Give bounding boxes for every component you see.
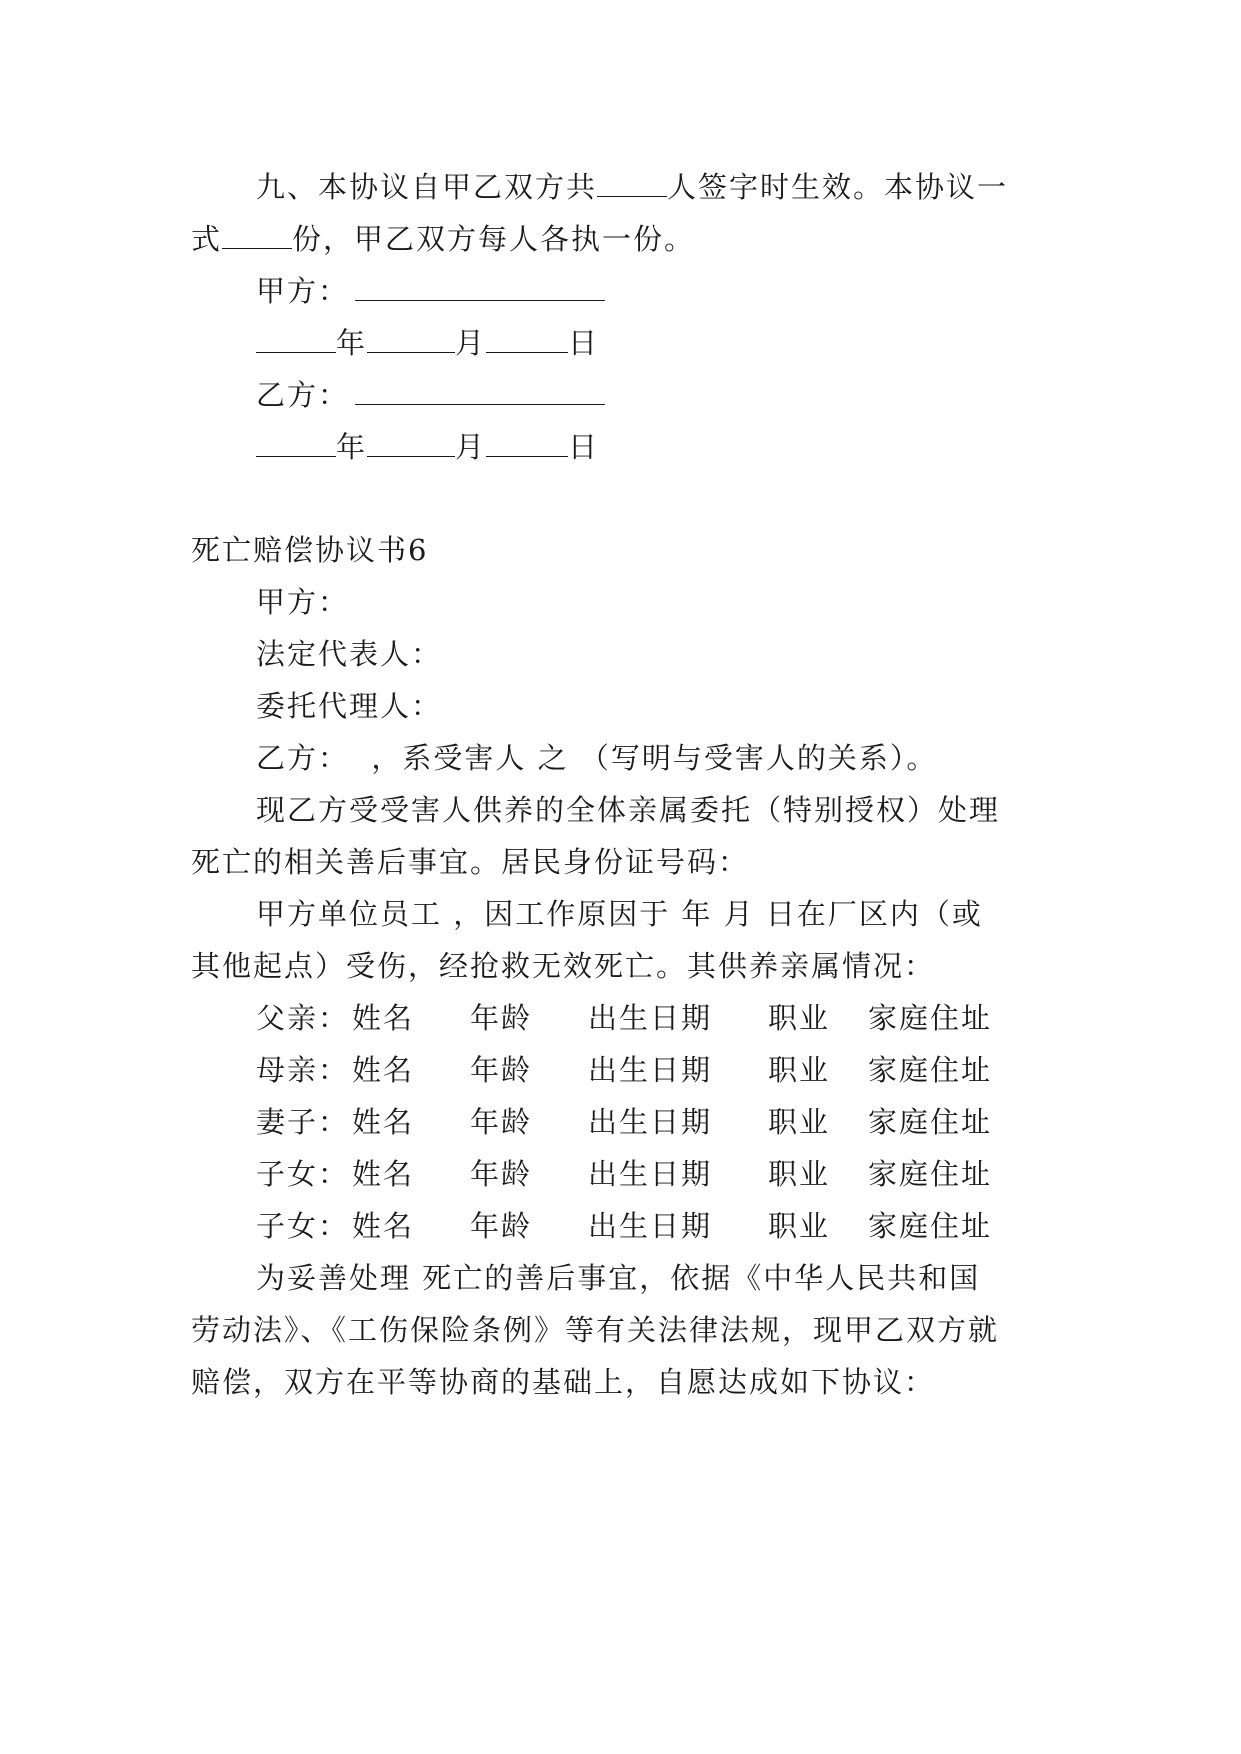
dependent-age: 年龄 <box>470 1053 533 1087</box>
entrust-paragraph-line-1: 现乙方受受害人供养的全体亲属委托（特别授权）处理 <box>256 793 1001 827</box>
party-b-date-line <box>256 427 599 467</box>
month-label: 月 <box>455 326 487 360</box>
dependent-row <box>256 1206 992 1246</box>
incident-paragraph-line-2: 其他起点）受伤，经抢救无效死亡。其供养亲属情况： <box>191 949 936 983</box>
party-b-signature-line <box>256 375 605 415</box>
dependent-age: 年龄 <box>470 1105 533 1139</box>
agreement-title: 死亡赔偿协议书6 <box>191 533 429 567</box>
clause-9-text-c: 式 <box>191 222 223 256</box>
party-b-label: 乙方： <box>256 378 350 412</box>
dependent-address: 家庭住址 <box>868 1001 993 1035</box>
dependent-relation: 父亲： <box>256 1001 350 1035</box>
party-a-label: 甲方： <box>256 274 350 308</box>
entrust-paragraph-line-2: 死亡的相关善后事宜。居民身份证号码： <box>191 845 750 879</box>
dependent-job: 职业 <box>768 1001 831 1035</box>
day-blank <box>486 430 568 457</box>
signer-count-blank <box>597 170 667 197</box>
dependent-job: 职业 <box>768 1209 831 1243</box>
year-label: 年 <box>336 430 368 464</box>
agent-line: 委托代理人： <box>256 689 443 723</box>
basis-paragraph-line-3: 赔偿，双方在平等协商的基础上，自愿达成如下协议： <box>191 1365 936 1399</box>
party-a-date-line <box>256 323 599 363</box>
dependent-age: 年龄 <box>470 1001 533 1035</box>
dependent-dob: 出生日期 <box>588 1001 713 1035</box>
dependent-relation: 妻子： <box>256 1105 350 1139</box>
dependent-dob: 出生日期 <box>588 1157 713 1191</box>
dependent-address: 家庭住址 <box>868 1053 993 1087</box>
party-a-line: 甲方： <box>256 585 350 619</box>
dependent-dob: 出生日期 <box>588 1053 713 1087</box>
dependent-job: 职业 <box>768 1157 831 1191</box>
day-label: 日 <box>568 326 600 360</box>
dependent-age: 年龄 <box>470 1157 533 1191</box>
clause-9-line-2 <box>191 219 695 259</box>
dependent-name: 姓名 <box>352 1001 415 1035</box>
year-label: 年 <box>336 326 368 360</box>
day-label: 日 <box>568 430 600 464</box>
dependent-relation: 子女： <box>256 1209 350 1243</box>
incident-paragraph-line-1: 甲方单位员工 ，因工作原因于 年 月 日在厂区内（或 <box>256 897 983 931</box>
dependent-name: 姓名 <box>352 1053 415 1087</box>
dependent-relation: 母亲： <box>256 1053 350 1087</box>
dependent-row <box>256 998 992 1038</box>
copy-count-blank <box>222 222 292 249</box>
party-a-signature-line <box>256 271 605 311</box>
party-b-signature-blank <box>355 378 605 405</box>
dependent-job: 职业 <box>768 1053 831 1087</box>
dependent-row <box>256 1102 992 1142</box>
dependent-address: 家庭住址 <box>868 1157 993 1191</box>
clause-9-text-d: 份，甲乙双方每人各执一份。 <box>292 222 696 256</box>
clause-9-text-a: 九、本协议自甲乙双方共 <box>256 170 598 204</box>
dependent-name: 姓名 <box>352 1157 415 1191</box>
dependent-dob: 出生日期 <box>588 1209 713 1243</box>
dependent-name: 姓名 <box>352 1105 415 1139</box>
dependent-row <box>256 1050 992 1090</box>
clause-9-line-1 <box>256 167 1008 207</box>
year-blank <box>256 326 336 353</box>
dependent-address: 家庭住址 <box>868 1105 993 1139</box>
year-blank <box>256 430 336 457</box>
party-a-signature-blank <box>355 274 605 301</box>
month-blank <box>367 326 455 353</box>
dependent-row <box>256 1154 992 1194</box>
dependent-address: 家庭住址 <box>868 1209 993 1243</box>
dependent-dob: 出生日期 <box>588 1105 713 1139</box>
legal-representative-line: 法定代表人： <box>256 637 443 671</box>
day-blank <box>486 326 568 353</box>
dependent-age: 年龄 <box>470 1209 533 1243</box>
basis-paragraph-line-2: 劳动法》、《工伤保险条例》等有关法律法规，现甲乙双方就 <box>191 1313 1000 1347</box>
basis-paragraph-line-1: 为妥善处理 死亡的善后事宜，依据《中华人民共和国 <box>256 1261 981 1295</box>
party-b-line: 乙方： ，系受害人 之 （写明与受害人的关系）。 <box>256 741 938 775</box>
clause-9-text-b: 人签字时生效。本协议一 <box>667 170 1009 204</box>
month-label: 月 <box>455 430 487 464</box>
dependent-job: 职业 <box>768 1105 831 1139</box>
dependent-relation: 子女： <box>256 1157 350 1191</box>
dependent-name: 姓名 <box>352 1209 415 1243</box>
month-blank <box>367 430 455 457</box>
